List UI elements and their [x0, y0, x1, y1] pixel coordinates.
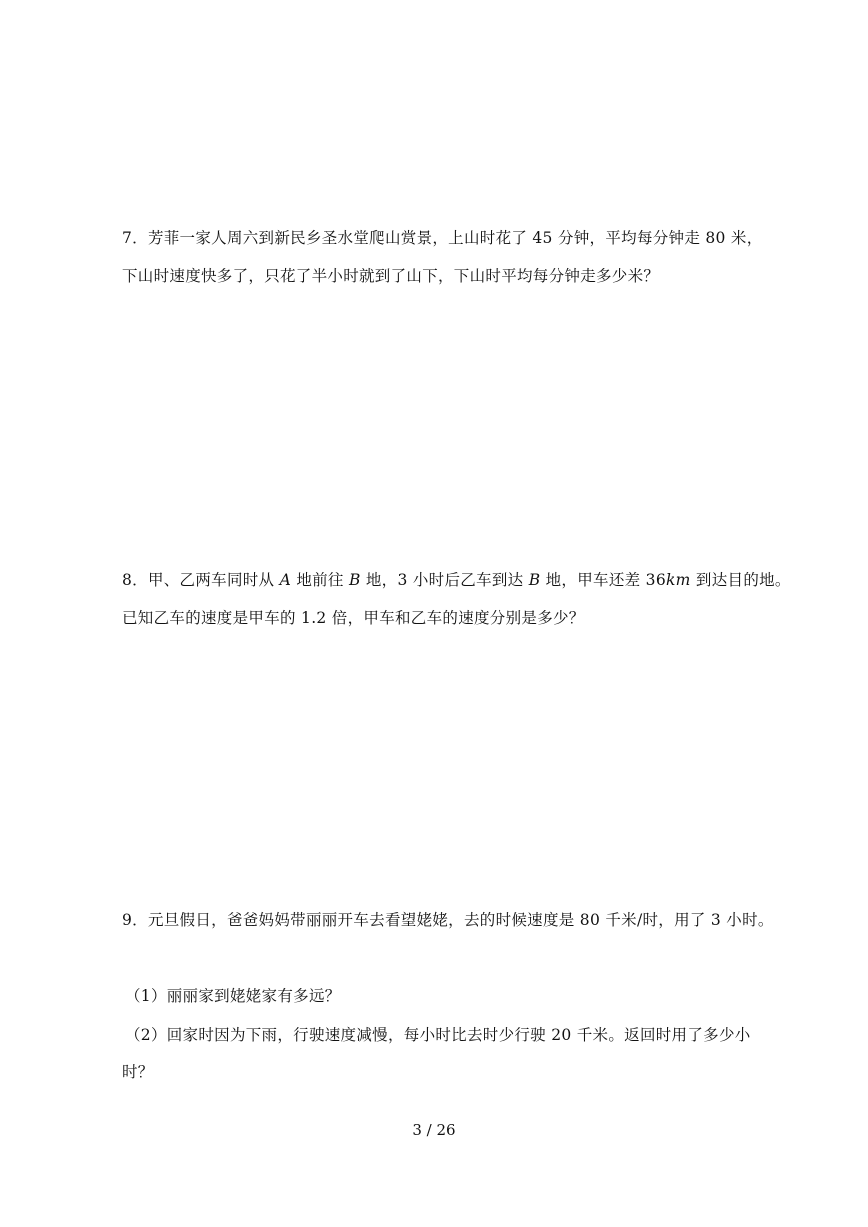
q8-unit-km: km: [665, 571, 691, 589]
question-7-line-1: 7．芳菲一家人周六到新民乡圣水堂爬山赏景，上山时花了 45 分钟，平均每分钟走 80 米，: [122, 229, 763, 247]
question-8-line-2: 已知乙车的速度是甲车的 1.2 倍，甲车和乙车的速度分别是多少？: [122, 609, 585, 627]
q8-text: 地，3 小时后乙车到达: [360, 571, 529, 589]
question-8-line-1: [122, 570, 791, 590]
question-9-sub-2-line-2: 时？: [122, 1063, 154, 1081]
q8-point-b: B: [348, 571, 361, 589]
question-9-line-1: 9．元旦假日，爸爸妈妈带丽丽开车去看望姥姥，去的时候速度是 80 千米/时，用了 3 小时。: [122, 911, 774, 929]
q8-text: 地前往: [291, 571, 349, 589]
q8-text: 地，甲车还差 36: [540, 571, 666, 589]
q8-point-b: B: [528, 571, 541, 589]
question-9-sub-1: （1）丽丽家到姥姥家有多远？: [125, 987, 341, 1005]
q8-point-a: A: [279, 571, 292, 589]
question-7-line-2: 下山时速度快多了，只花了半小时就到了山下，下山时平均每分钟走多少米？: [122, 267, 660, 285]
q8-text: 8．甲、乙两车同时从: [122, 571, 280, 589]
q8-text: 到达目的地。: [690, 571, 791, 589]
page-number: 3 / 26: [412, 1121, 456, 1139]
question-9-sub-2-line-1: （2）回家时因为下雨，行驶速度减慢，每小时比去时少行驶 20 千米。返回时用了多少小: [125, 1026, 751, 1044]
